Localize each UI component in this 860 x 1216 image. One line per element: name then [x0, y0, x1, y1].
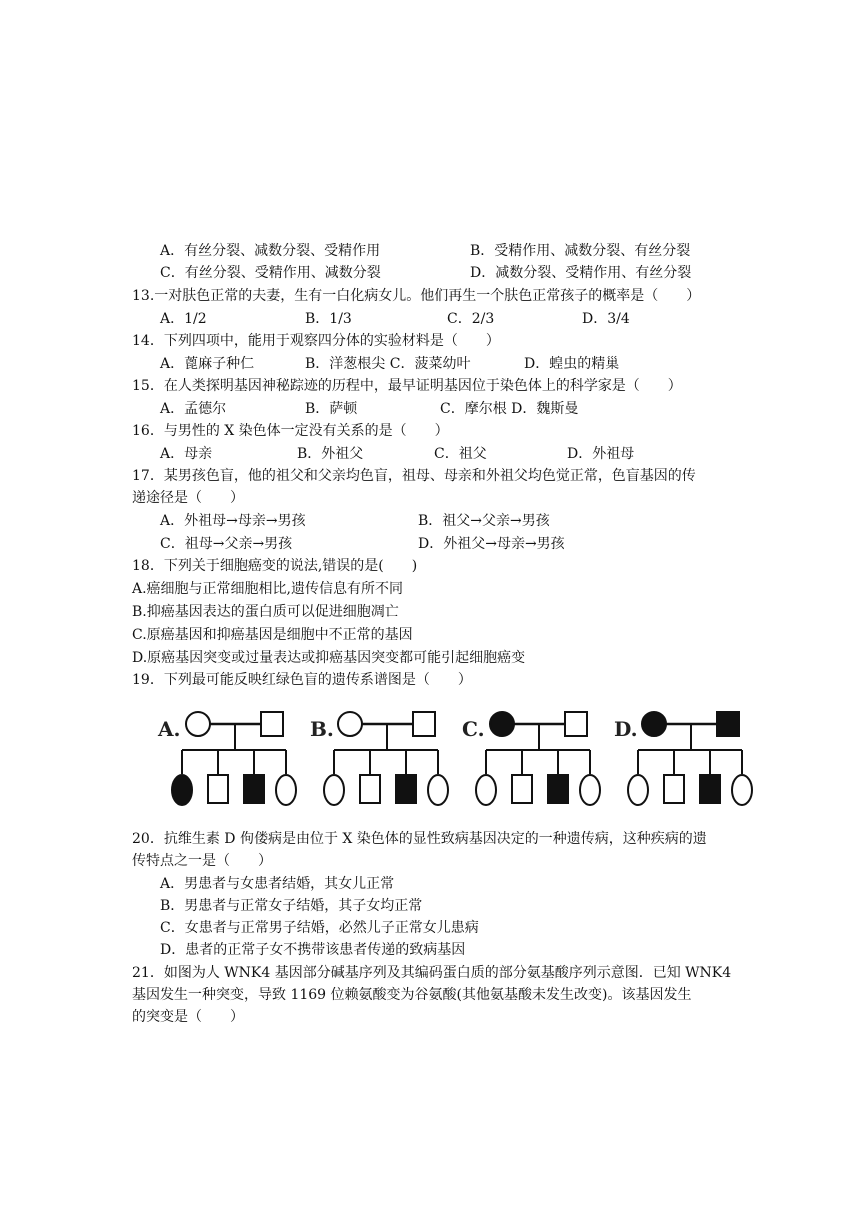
q18-option-c: C.原癌基因和抑癌基因是细胞中不正常的基因	[132, 627, 413, 643]
daughter-symbol	[276, 775, 296, 805]
son-symbol	[700, 775, 720, 803]
q14-stem: 14．下列四项中，能用于观察四分体的实验材料是（ ）	[132, 333, 500, 349]
q12-option-a: A．有丝分裂、减数分裂、受精作用	[160, 243, 381, 259]
q17-option-c: C．祖母→父亲→男孩	[160, 536, 293, 552]
q16-stem: 16．与男性的 X 染色体一定没有关系的是（ ）	[132, 423, 449, 439]
pedigree-figure	[150, 700, 760, 815]
q17-stem-line1: 17．某男孩色盲，他的祖父和父亲均色盲，祖母、母亲和外祖父均色觉正常，色盲基因的传	[132, 468, 696, 484]
son-symbol	[548, 775, 568, 803]
q15-stem: 15．在人类探明基因神秘踪迹的历程中，最早证明基因位于染色体上的科学家是（ ）	[132, 378, 682, 394]
q13-stem: 13.一对肤色正常的夫妻，生有一白化病女儿。他们再生一个肤色正常孩子的概率是（ ）	[132, 288, 701, 304]
q16-option-c: C．祖父	[434, 446, 487, 462]
father-symbol	[717, 712, 739, 736]
q12-option-d: D．减数分裂、受精作用、有丝分裂	[470, 265, 692, 281]
q20-option-d: D．患者的正常子女不携带该患者传递的致病基因	[160, 942, 466, 958]
pedigree-label-0: A.	[158, 717, 181, 741]
q14-option-d: D．蝗虫的精巢	[524, 356, 620, 372]
daughter-symbol	[476, 775, 496, 805]
father-symbol	[565, 712, 587, 736]
pedigree-label-2: C.	[462, 717, 485, 741]
daughter-symbol	[172, 775, 192, 805]
q16-option-b: B．外祖父	[297, 446, 364, 462]
q13-option-d: D．3/4	[582, 311, 630, 327]
q18-option-b: B.抑癌基因表达的蛋白质可以促进细胞凋亡	[132, 604, 399, 620]
q20-option-a: A．男患者与女患者结婚，其女儿正常	[160, 876, 395, 892]
q16-option-d: D．外祖母	[567, 446, 635, 462]
son-symbol	[664, 775, 684, 803]
daughter-symbol	[732, 775, 752, 805]
q18-option-d: D.原癌基因突变或过量表达或抑癌基因突变都可能引起细胞癌变	[132, 650, 526, 666]
pedigree-label-1: B.	[310, 717, 334, 741]
q20-stem-line1: 20．抗维生素 D 佝偻病是由位于 X 染色体的显性致病基因决定的一种遗传病，这种疾病的遗	[132, 831, 707, 847]
mother-symbol	[490, 712, 514, 736]
q17-stem-line2: 递途径是（ ）	[132, 490, 244, 506]
father-symbol	[413, 712, 435, 736]
q19-stem: 19．下列最可能反映红绿色盲的遗传系谱图是（ ）	[132, 672, 472, 688]
q18-option-a: A.癌细胞与正常细胞相比,遗传信息有所不同	[132, 581, 404, 597]
q21-stem-line2: 基因发生一种突变，导致 1169 位赖氨酸变为谷氨酸(其他氨基酸未发生改变)。该基因发生	[132, 987, 692, 1003]
pedigree-diagrams	[150, 700, 760, 815]
q14-option-a: A．蓖麻子种仁	[160, 356, 255, 372]
son-symbol	[244, 775, 264, 803]
q12-option-b: B．受精作用、减数分裂、有丝分裂	[470, 243, 691, 259]
mother-symbol	[642, 712, 666, 736]
q20-option-c: C．女患者与正常男子结婚，必然儿子正常女儿患病	[160, 920, 479, 936]
daughter-symbol	[324, 775, 344, 805]
q21-stem-line1: 21．如图为人 WNK4 基因部分碱基序列及其编码蛋白质的部分氨基酸序列示意图．已知 WNK4	[132, 965, 732, 981]
daughter-symbol	[580, 775, 600, 805]
q21-stem-line3: 的突变是（ ）	[132, 1009, 244, 1025]
daughter-symbol	[428, 775, 448, 805]
son-symbol	[396, 775, 416, 803]
mother-symbol	[186, 712, 210, 736]
son-symbol	[360, 775, 380, 803]
q18-stem: 18．下列关于细胞癌变的说法,错误的是( )	[132, 558, 418, 574]
mother-symbol	[338, 712, 362, 736]
q17-option-d: D．外祖父→母亲→男孩	[418, 536, 565, 552]
q17-option-a: A．外祖母→母亲→男孩	[160, 513, 306, 529]
q15-option-b: B．萨顿	[305, 401, 358, 417]
q14-option-bc: B．洋葱根尖 C．菠菜幼叶	[305, 356, 471, 372]
q20-option-b: B．男患者与正常女子结婚，其子女均正常	[160, 898, 423, 914]
q12-option-c: C．有丝分裂、受精作用、减数分裂	[160, 265, 381, 281]
son-symbol	[208, 775, 228, 803]
q13-option-b: B．1/3	[305, 311, 352, 327]
q13-option-a: A．1/2	[160, 311, 207, 327]
q16-option-a: A．母亲	[160, 446, 213, 462]
q13-option-c: C．2/3	[447, 311, 495, 327]
q15-option-cd: C．摩尔根 D．魏斯曼	[440, 401, 579, 417]
q20-stem-line2: 传特点之一是（ ）	[132, 853, 272, 869]
son-symbol	[512, 775, 532, 803]
q15-option-a: A．孟德尔	[160, 401, 227, 417]
father-symbol	[261, 712, 283, 736]
daughter-symbol	[628, 775, 648, 805]
pedigree-label-3: D.	[614, 717, 638, 741]
q17-option-b: B．祖父→父亲→男孩	[418, 513, 550, 529]
